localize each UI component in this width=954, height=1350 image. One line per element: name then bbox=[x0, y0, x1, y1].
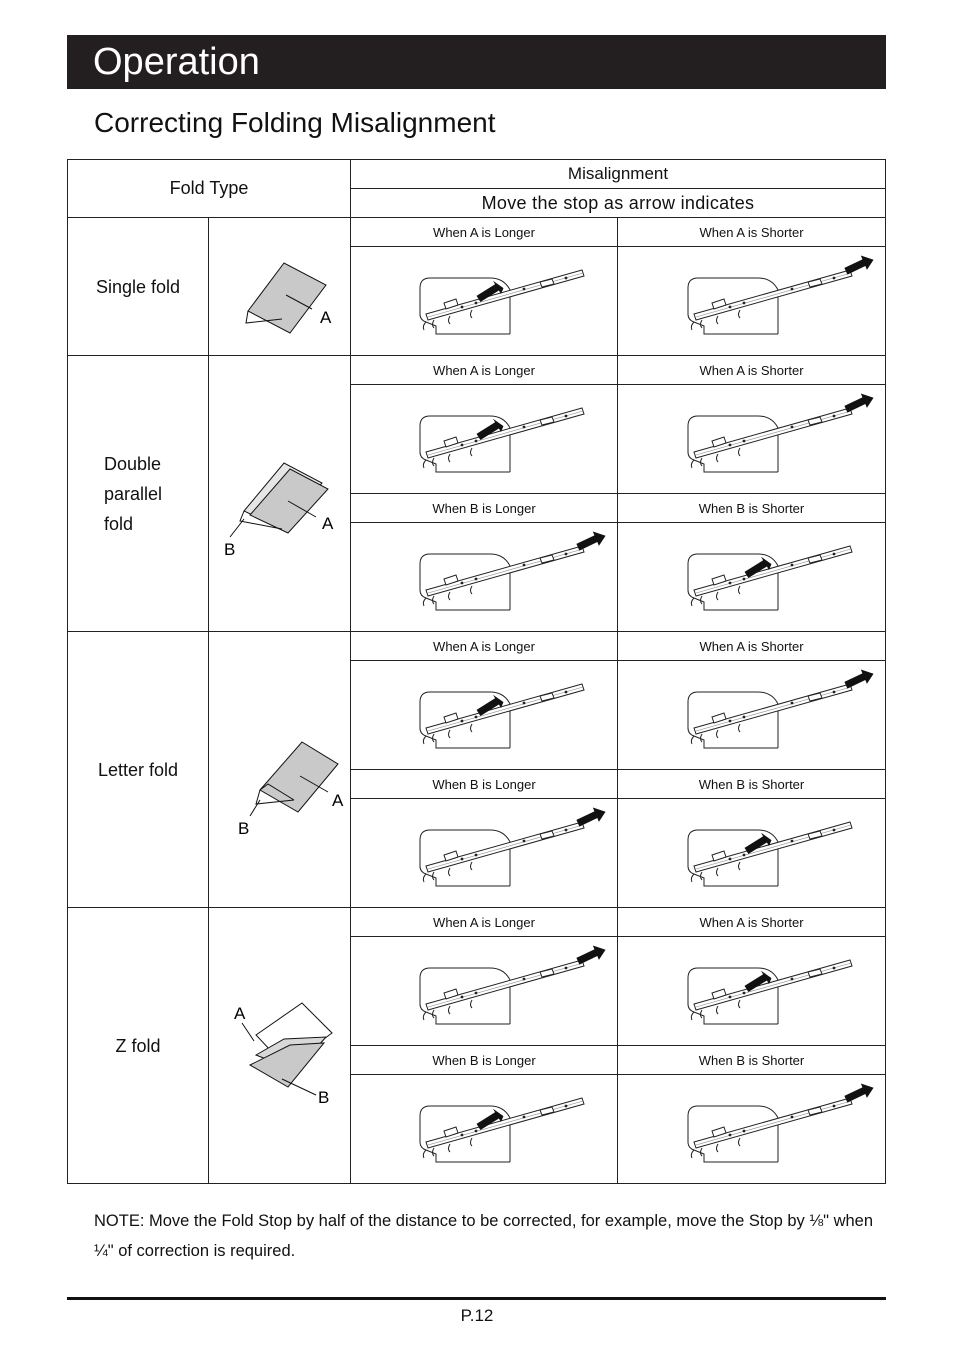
label-b: B bbox=[317, 1087, 329, 1107]
stop-diagram-cell bbox=[618, 799, 886, 908]
z-fold-illustration bbox=[210, 981, 350, 1111]
case-caption: When A is Shorter bbox=[618, 218, 886, 247]
fold-name-z: Z fold bbox=[68, 908, 209, 1184]
fold-stop-diagram bbox=[354, 662, 614, 768]
arrow-right-icon bbox=[843, 668, 875, 689]
label-a: A bbox=[319, 307, 331, 327]
label-b: B bbox=[223, 539, 235, 559]
fold-stop-diagram bbox=[354, 524, 614, 630]
case-caption: When A is Shorter bbox=[618, 632, 886, 661]
stop-diagram-cell bbox=[351, 385, 618, 494]
note-text: NOTE: Move the Fold Stop by half of the distance to be corrected, for example, move the Stop by ⅛" when ¼" of correction is required. bbox=[94, 1212, 874, 1260]
arrow-right-icon bbox=[575, 806, 607, 827]
header-banner bbox=[67, 35, 886, 89]
stop-diagram-cell bbox=[618, 661, 886, 770]
header-instruction: Move the stop as arrow indicates bbox=[351, 189, 886, 218]
stop-diagram-cell bbox=[618, 523, 886, 632]
label-a: A bbox=[331, 790, 343, 810]
page-number: P.12 bbox=[460, 1306, 494, 1325]
stop-diagram-cell bbox=[618, 247, 886, 356]
arrow-right-icon bbox=[843, 1082, 875, 1103]
arrow-right-icon bbox=[843, 254, 875, 275]
fold-stop-diagram bbox=[622, 248, 882, 354]
case-caption: When B is Shorter bbox=[618, 1046, 886, 1075]
fold-stop-diagram bbox=[622, 938, 882, 1044]
fold-stop-diagram bbox=[354, 1076, 614, 1182]
label-a: A bbox=[321, 513, 333, 533]
fold-diagram-single bbox=[209, 218, 351, 356]
fold-stop-diagram bbox=[354, 938, 614, 1044]
case-caption: When B is Longer bbox=[351, 494, 618, 523]
stop-diagram-cell bbox=[618, 937, 886, 1046]
case-caption: When B is Longer bbox=[351, 1046, 618, 1075]
case-caption: When A is Longer bbox=[351, 632, 618, 661]
stop-diagram-cell bbox=[351, 523, 618, 632]
case-caption: When B is Shorter bbox=[618, 770, 886, 799]
section-title: Correcting Folding Misalignment bbox=[94, 107, 496, 138]
fold-name-letter: Letter fold bbox=[68, 632, 209, 908]
fold-diagram-z bbox=[209, 908, 351, 1184]
stop-diagram-cell bbox=[351, 1075, 618, 1184]
arrow-right-icon bbox=[575, 944, 607, 965]
case-caption: When B is Shorter bbox=[618, 494, 886, 523]
fold-diagram-double-parallel bbox=[209, 356, 351, 632]
stop-diagram-cell bbox=[351, 799, 618, 908]
fold-stop-diagram bbox=[622, 386, 882, 492]
fold-stop-diagram bbox=[354, 386, 614, 492]
stop-diagram-cell bbox=[351, 247, 618, 356]
letter-fold-illustration bbox=[210, 700, 350, 840]
fold-stop-diagram bbox=[622, 662, 882, 768]
fold-stop-diagram bbox=[354, 800, 614, 906]
stop-diagram-cell bbox=[351, 937, 618, 1046]
header-fold-type: Fold Type bbox=[68, 160, 351, 218]
case-caption: When A is Shorter bbox=[618, 356, 886, 385]
fold-stop-diagram bbox=[622, 524, 882, 630]
fold-stop-diagram bbox=[354, 248, 614, 354]
arrow-right-icon bbox=[843, 392, 875, 413]
case-caption: When A is Longer bbox=[351, 908, 618, 937]
stop-diagram-cell bbox=[618, 385, 886, 494]
page-title: Operation bbox=[93, 41, 260, 83]
case-caption: When A is Longer bbox=[351, 218, 618, 247]
label-a: A bbox=[233, 1003, 245, 1023]
footer-rule bbox=[67, 1297, 886, 1300]
single-fold-illustration bbox=[210, 227, 350, 347]
case-caption: When A is Shorter bbox=[618, 908, 886, 937]
fold-name-double-parallel: Double parallel fold bbox=[68, 356, 209, 632]
stop-diagram-cell bbox=[618, 1075, 886, 1184]
fold-diagram-letter bbox=[209, 632, 351, 908]
fold-name-single: Single fold bbox=[68, 218, 209, 356]
fold-correction-table bbox=[67, 159, 886, 1184]
stop-diagram-cell bbox=[351, 661, 618, 770]
double-parallel-fold-illustration bbox=[210, 429, 350, 559]
fold-stop-diagram bbox=[622, 800, 882, 906]
arrow-right-icon bbox=[575, 530, 607, 551]
case-caption: When A is Longer bbox=[351, 356, 618, 385]
header-misalignment: Misalignment bbox=[351, 160, 886, 189]
fold-stop-diagram bbox=[622, 1076, 882, 1182]
label-b: B bbox=[237, 818, 249, 838]
case-caption: When B is Longer bbox=[351, 770, 618, 799]
